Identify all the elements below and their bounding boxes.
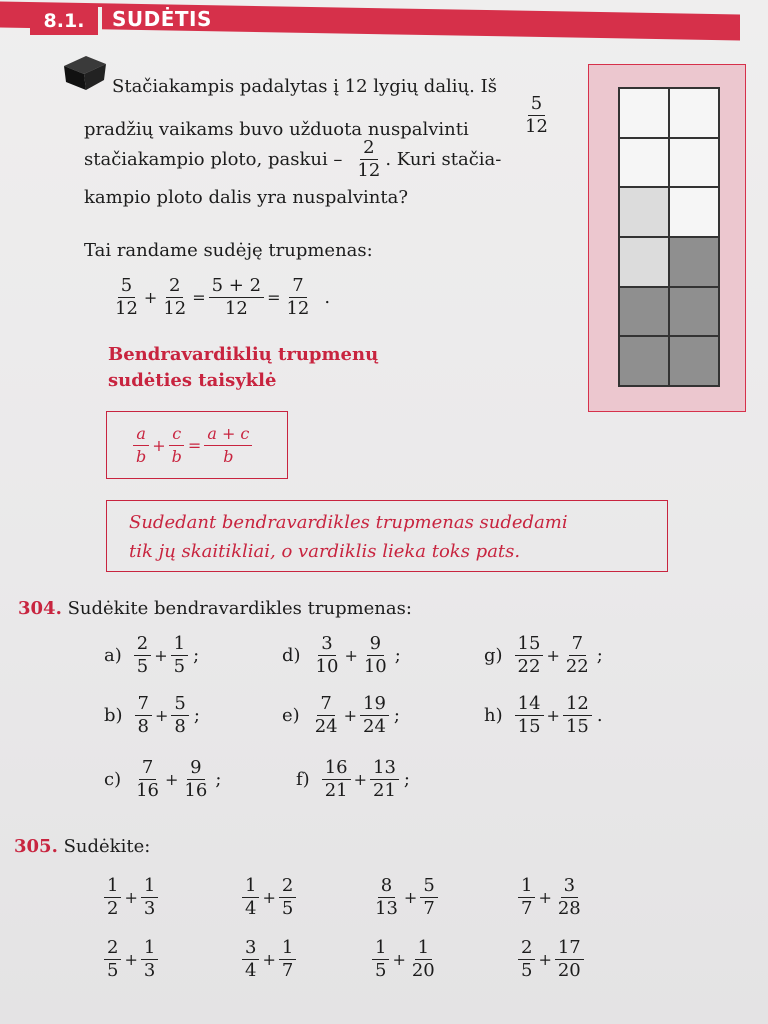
item-label: f) <box>296 769 310 790</box>
fraction <box>141 876 158 919</box>
equals-sign: = <box>187 435 202 455</box>
denominator: 3 <box>143 898 156 919</box>
item-label: a) <box>104 645 122 666</box>
rule-statement-line-1: Sudedant bendravardikles trupmenas sudedami <box>129 512 568 533</box>
numerator: 5 <box>171 694 188 716</box>
intro-line-4: kampio ploto dalis yra nuspalvinta? <box>84 187 408 208</box>
fraction <box>518 876 535 919</box>
fraction <box>370 758 399 801</box>
fraction <box>279 876 296 919</box>
fraction <box>242 938 259 981</box>
grid-cell-white <box>669 187 719 237</box>
exercise-305-item <box>240 938 298 981</box>
fraction <box>242 876 259 919</box>
item-label: b) <box>104 705 123 726</box>
numerator: a <box>133 424 149 446</box>
denominator: 5 <box>173 656 186 677</box>
denominator: 22 <box>565 656 589 677</box>
exercise-304-item <box>104 758 221 801</box>
fraction <box>171 694 188 737</box>
denominator: 4 <box>245 898 257 919</box>
exercise-title: Sudėkite: <box>63 836 151 857</box>
exercise-304-item <box>282 694 400 737</box>
formula-box <box>106 411 288 479</box>
fraction <box>563 694 592 737</box>
section-title: SUDĖTIS <box>112 7 212 31</box>
denominator: 7 <box>281 960 294 981</box>
rule-title <box>108 342 378 394</box>
fraction <box>409 938 438 981</box>
fraction <box>134 634 151 677</box>
numerator: 19 <box>360 694 389 716</box>
punctuation: ; <box>193 645 200 666</box>
exercise-305-item <box>516 938 586 981</box>
denominator: 12 <box>525 116 548 137</box>
punctuation: ; <box>394 645 401 666</box>
exercise-title: Sudėkite bendravardikles trupmenas: <box>67 598 412 619</box>
denominator: 5 <box>375 960 387 981</box>
solution-equation <box>110 276 330 319</box>
exercise-305-item <box>240 876 298 919</box>
rectangle-figure <box>588 64 746 412</box>
numerator: 1 <box>242 876 259 898</box>
exercise-305-item <box>370 876 440 919</box>
denominator: 2 <box>107 898 119 919</box>
plus-sign: + <box>392 950 406 969</box>
exercise-305-item <box>370 938 440 981</box>
plus-sign: + <box>546 646 560 665</box>
rectangle-grid <box>618 87 720 387</box>
fraction <box>322 758 351 801</box>
denominator: 7 <box>521 898 533 919</box>
denominator: b <box>223 446 234 466</box>
grid-cell-light <box>619 187 669 237</box>
plus-sign: + <box>124 950 138 969</box>
numerator: 17 <box>555 938 584 960</box>
header-band <box>0 2 740 41</box>
intro-line-3-end: . Kuri stačia- <box>385 148 502 170</box>
plus-sign: + <box>343 706 357 725</box>
exercise-304-item <box>484 634 603 677</box>
intro-fraction-1 <box>520 94 553 137</box>
numerator: 3 <box>561 876 578 898</box>
fraction <box>361 634 390 677</box>
fraction <box>420 876 437 919</box>
plus-sign: + <box>538 950 552 969</box>
grid-cell-dark <box>619 336 669 386</box>
punctuation: ; <box>403 769 410 790</box>
numerator: 1 <box>372 938 389 960</box>
fraction <box>104 938 121 981</box>
numerator: 14 <box>515 694 544 716</box>
fraction <box>515 634 544 677</box>
punctuation: ; <box>215 769 222 790</box>
fraction <box>555 876 584 919</box>
grid-cell-light <box>619 237 669 287</box>
plus-sign: + <box>165 770 179 789</box>
punctuation: ; <box>596 645 603 666</box>
grid-cell-dark <box>669 237 719 287</box>
numerator: 7 <box>289 276 306 298</box>
fraction <box>555 938 584 981</box>
denominator: 16 <box>136 780 160 801</box>
numerator: 1 <box>279 938 296 960</box>
numerator: 5 <box>420 876 437 898</box>
exercise-304-item <box>484 694 603 737</box>
denominator: 12 <box>286 298 310 319</box>
plus-sign: + <box>353 770 367 789</box>
denominator: 8 <box>137 716 149 737</box>
numerator: 15 <box>515 634 544 656</box>
grid-cell-dark <box>619 287 669 337</box>
numerator: 5 + 2 <box>209 276 264 298</box>
denominator: 12 <box>224 298 248 319</box>
numerator: 8 <box>378 876 395 898</box>
fraction <box>518 938 535 981</box>
rule-statement-line-2: tik jų skaitikliai, o vardiklis lieka toks pats. <box>129 541 521 562</box>
exercise-304-heading <box>18 598 412 620</box>
fraction <box>563 634 592 677</box>
fraction <box>171 634 188 677</box>
numerator: 5 <box>528 94 545 116</box>
exercise-305-heading <box>14 836 150 858</box>
numerator: 5 <box>118 276 135 298</box>
denominator: 4 <box>245 960 257 981</box>
rule-title-line-1: Bendravardiklių trupmenų <box>108 344 379 365</box>
exercise-305-item <box>102 876 160 919</box>
numerator: 3 <box>242 938 259 960</box>
grid-cell-white <box>619 88 669 138</box>
exercise-304-item <box>296 758 410 801</box>
numerator: 2 <box>360 138 377 160</box>
denominator: 21 <box>324 780 348 801</box>
grid-cell-white <box>619 138 669 188</box>
solution-text: Tai randame sudėję trupmenas: <box>84 240 373 261</box>
fraction <box>372 876 401 919</box>
exercise-305-item <box>516 876 586 919</box>
equals-sign: = <box>267 287 281 307</box>
grid-cell-white <box>669 138 719 188</box>
numerator: a + c <box>204 424 252 446</box>
numerator: 7 <box>139 758 156 780</box>
denominator: 28 <box>557 898 581 919</box>
numerator: 2 <box>104 938 121 960</box>
intro-line-3 <box>84 138 501 181</box>
numerator: 9 <box>187 758 204 780</box>
plus-sign: + <box>154 646 168 665</box>
fraction <box>104 876 121 919</box>
punctuation: ; <box>193 705 200 726</box>
plus-sign: + <box>262 888 276 907</box>
intro-line-3-start: stačiakampio ploto, paskui – <box>84 148 343 170</box>
denominator: b <box>171 446 182 466</box>
numerator: 7 <box>569 634 586 656</box>
intro-line-2: pradžių vaikams buvo užduota nuspalvinti <box>84 119 469 140</box>
rule-title-line-2: sudėties taisyklė <box>108 370 277 391</box>
numerator: 1 <box>104 876 121 898</box>
denominator: 7 <box>423 898 435 919</box>
numerator: 2 <box>518 938 535 960</box>
denominator: 16 <box>184 780 208 801</box>
numerator: 1 <box>141 938 158 960</box>
denominator: 21 <box>373 780 396 801</box>
exercise-number: 305. <box>14 836 58 857</box>
denominator: 15 <box>565 716 589 737</box>
intro-fraction-2 <box>354 138 383 181</box>
intro-line-1: Stačiakampis padalytas į 12 lygių dalių. Iš <box>112 76 497 97</box>
plus-sign: + <box>538 888 552 907</box>
item-label: g) <box>484 645 503 666</box>
plus-sign: + <box>143 287 158 307</box>
fraction <box>141 938 158 981</box>
denominator: 5 <box>107 960 119 981</box>
denominator: 5 <box>521 960 533 981</box>
numerator: 1 <box>518 876 535 898</box>
exercise-304-item <box>282 634 401 677</box>
denominator: 5 <box>136 656 149 677</box>
punctuation: . <box>596 705 603 726</box>
numerator: 2 <box>134 634 151 656</box>
fraction <box>279 938 296 981</box>
numerator: 12 <box>563 694 592 716</box>
grid-cell-dark <box>669 336 719 386</box>
denominator: b <box>136 446 147 466</box>
numerator: 1 <box>141 876 158 898</box>
denominator: 20 <box>557 960 581 981</box>
numerator: c <box>169 424 184 446</box>
denominator: 24 <box>314 716 338 737</box>
numerator: 9 <box>367 634 384 656</box>
numerator: 1 <box>415 938 432 960</box>
item-label: d) <box>282 645 301 666</box>
denominator: 5 <box>281 898 294 919</box>
numerator: 13 <box>370 758 399 780</box>
numerator: 16 <box>322 758 351 780</box>
fraction <box>312 694 341 737</box>
plus-sign: + <box>155 706 169 725</box>
rule-statement-box <box>106 500 668 572</box>
fraction <box>313 634 342 677</box>
fraction <box>372 938 389 981</box>
numerator: 1 <box>171 634 188 656</box>
plus-sign: + <box>152 435 166 455</box>
denominator: 10 <box>363 656 387 677</box>
section-number: 8.1. <box>30 7 102 35</box>
denominator: 12 <box>163 298 187 319</box>
grid-cell-white <box>669 88 719 138</box>
denominator: 24 <box>363 716 386 737</box>
denominator: 10 <box>315 656 339 677</box>
period: . <box>324 286 331 308</box>
fraction <box>515 694 544 737</box>
fraction <box>133 758 162 801</box>
denominator: 15 <box>517 716 541 737</box>
fraction <box>181 758 210 801</box>
plus-sign: + <box>546 706 560 725</box>
exercise-304-item <box>104 634 199 677</box>
grid-cell-dark <box>669 287 719 337</box>
fraction <box>360 694 389 737</box>
punctuation: ; <box>393 705 400 726</box>
denominator: 8 <box>174 716 186 737</box>
plus-sign: + <box>124 888 138 907</box>
item-label: e) <box>282 705 300 726</box>
numerator: 2 <box>166 276 183 298</box>
denominator: 12 <box>357 160 381 181</box>
fraction <box>135 694 152 737</box>
numerator: 3 <box>318 634 335 656</box>
equals-sign: = <box>192 287 206 307</box>
plus-sign: + <box>344 646 358 665</box>
plus-sign: + <box>403 888 418 907</box>
numerator: 7 <box>135 694 152 716</box>
denominator: 13 <box>375 898 398 919</box>
item-label: c) <box>104 769 122 790</box>
item-label: h) <box>484 705 503 726</box>
exercise-305-item <box>102 938 160 981</box>
exercise-number: 304. <box>18 598 62 619</box>
cube-icon <box>60 52 110 92</box>
denominator: 22 <box>517 656 541 677</box>
plus-sign: + <box>262 950 276 969</box>
exercise-304-item <box>104 694 200 737</box>
denominator: 12 <box>115 298 138 319</box>
numerator: 2 <box>279 876 296 898</box>
numerator: 7 <box>317 694 334 716</box>
denominator: 20 <box>411 960 435 981</box>
denominator: 3 <box>143 960 156 981</box>
